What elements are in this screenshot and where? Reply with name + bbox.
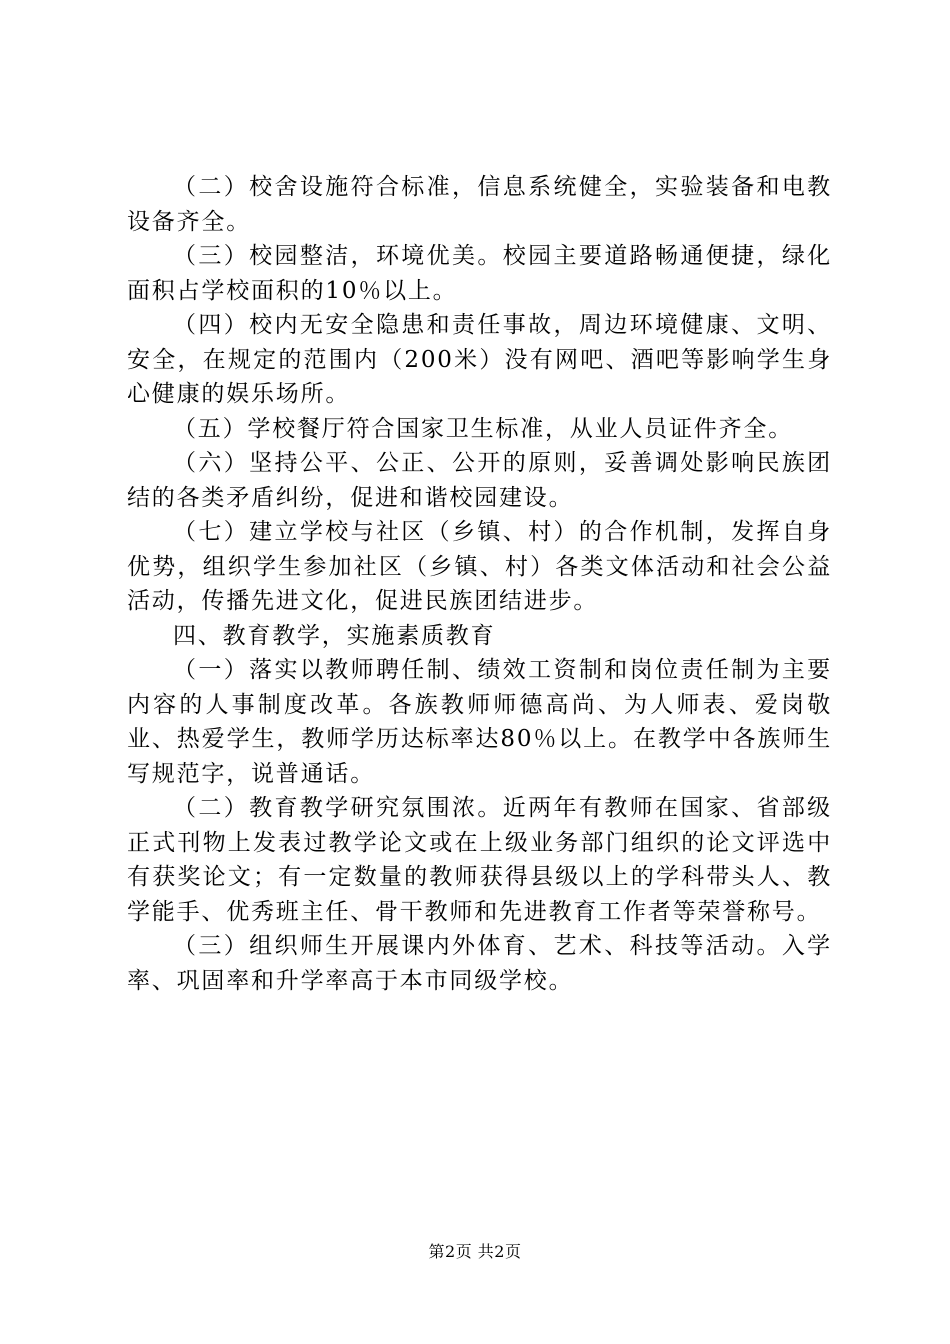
- paragraph: （三）组织师生开展课内外体育、艺术、科技等活动。入学率、巩固率和升学率高于本市同级学校。: [127, 933, 832, 994]
- paragraph: （六）坚持公平、公正、公开的原则，妥善调处影响民族团结的各类矛盾纠纷，促进和谐校园建设。: [127, 450, 832, 511]
- paragraph: （五）学校餐厅符合国家卫生标准，从业人员证件齐全。: [173, 415, 793, 442]
- paragraph: （一）落实以教师聘任制、绩效工资制和岗位责任制为主要内容的人事制度改革。各族教师师德高尚、为人师表、爱岗敬业、热爱学生，教师学历达标率达80％以上。在教学中各族师生写规范字，说普通话。: [127, 657, 832, 787]
- paragraph: （二）教育教学研究氛围浓。近两年有教师在国家、省部级正式刊物上发表过教学论文或在上级业务部门组织的论文评选中有获奖论文；有一定数量的教师获得县级以上的学科带头人、教学能手、优秀班主任、骨干教师和先进教育工作者等荣誉称号。: [127, 795, 832, 925]
- document-body: [127, 170, 832, 998]
- paragraph: （二）校舍设施符合标准，信息系统健全，实验装备和电教设备齐全。: [127, 174, 832, 235]
- section-heading: 四、教育教学，实施素质教育: [173, 622, 496, 649]
- paragraph: （四）校内无安全隐患和责任事故，周边环境健康、文明、安全，在规定的范围内（200米）没有网吧、酒吧等影响学生身心健康的娱乐场所。: [127, 312, 832, 407]
- page-number-footer: 第2页 共2页: [428, 1242, 522, 1261]
- paragraph: （七）建立学校与社区（乡镇、村）的合作机制，发挥自身优势，组织学生参加社区（乡镇、村）各类文体活动和社会公益活动，传播先进文化，促进民族团结进步。: [127, 519, 832, 614]
- paragraph: （三）校园整洁，环境优美。校园主要道路畅通便捷，绿化面积占学校面积的10％以上。: [127, 243, 832, 304]
